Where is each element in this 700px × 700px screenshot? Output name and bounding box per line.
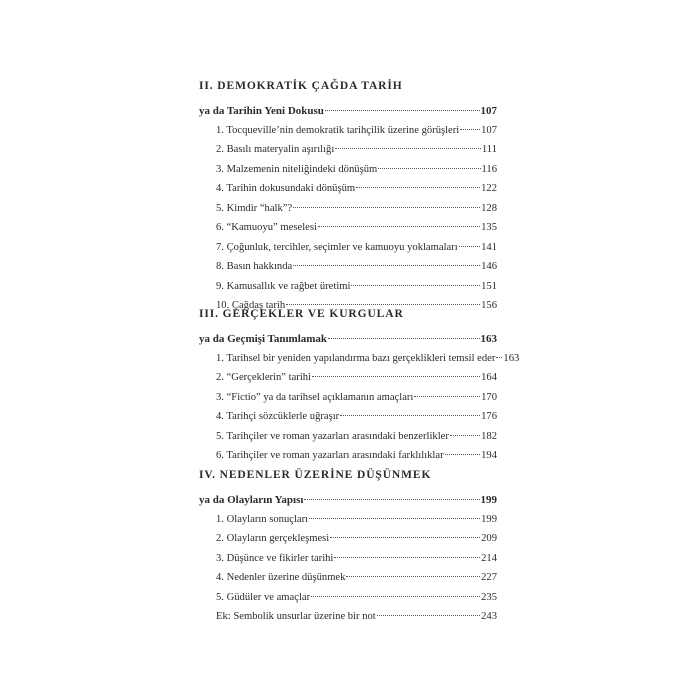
section-subtitle-row	[199, 491, 497, 511]
leader-dots	[445, 454, 481, 455]
page-number: 170	[481, 391, 497, 403]
page-number: 135	[481, 222, 497, 233]
page-number: 176	[481, 411, 497, 422]
leader-dots	[328, 338, 479, 339]
leader-dots	[309, 518, 480, 519]
leader-dots	[293, 265, 480, 266]
toc-entry	[199, 550, 497, 570]
leader-dots	[496, 357, 502, 358]
entry-label: 3. Malzemenin niteliğindeki dönüşüm	[216, 163, 378, 175]
page-number: 235	[481, 591, 497, 603]
page-number: 156	[481, 300, 497, 311]
page-number: 163	[480, 333, 497, 345]
entry-label: 3. Düşünce ve fikirler tarihi	[216, 552, 334, 564]
toc-entry	[199, 141, 497, 161]
section-subtitle: ya da Tarihin Yeni Dokusu	[199, 105, 324, 117]
toc-entry	[199, 530, 497, 550]
entry-label: 10. Çağdaş tarih	[216, 300, 286, 311]
entry-label: 5. Tarihçiler ve roman yazarları arasındaki benzerlikler	[216, 430, 449, 442]
leader-dots	[311, 596, 480, 597]
page-number: 199	[481, 513, 497, 525]
toc-entry	[199, 569, 497, 589]
page-number: 199	[480, 494, 497, 506]
toc-entry	[199, 447, 497, 467]
entry-label: 8. Basın hakkında	[216, 261, 293, 272]
entry-label: 4. Tarihin dokusundaki dönüşüm	[216, 183, 356, 194]
toc-entry	[199, 408, 497, 428]
entry-label: 6. Tarihçiler ve roman yazarları arasındaki farklılıklar	[216, 450, 444, 461]
leader-dots	[377, 615, 480, 616]
toc-entry	[199, 122, 497, 142]
leader-dots	[330, 537, 480, 538]
page-number: 128	[481, 202, 497, 214]
entry-label: 2. Olayların gerçekleşmesi	[216, 533, 330, 544]
leader-dots	[293, 207, 480, 208]
section-subtitle: ya da Geçmişi Tanımlamak	[199, 333, 328, 345]
page-number: 243	[481, 611, 497, 622]
entry-label: 1. Tarihsel bir yeniden yapılandırma bazı gerçeklikleri temsil eder	[216, 352, 496, 364]
toc-entry	[199, 278, 497, 298]
entry-label: 4. Tarihçi sözcüklerle uğraşır	[216, 411, 340, 422]
entry-label: 5. Güdüler ve amaçlar	[216, 591, 311, 603]
page-number: 111	[481, 144, 497, 155]
leader-dots	[318, 226, 480, 227]
entry-label: 7. Çoğunluk, tercihler, seçimler ve kamuoyu yoklamaları	[216, 241, 458, 253]
page-number: 116	[481, 163, 497, 175]
entry-label: 1. Olayların sonuçları	[216, 513, 309, 525]
leader-dots	[286, 304, 480, 305]
section-subtitle-row	[199, 102, 497, 122]
page-number: 141	[481, 241, 497, 253]
leader-dots	[414, 396, 480, 397]
page-number: 107	[480, 105, 497, 117]
leader-dots	[325, 110, 480, 111]
leader-dots	[304, 499, 479, 500]
leader-dots	[312, 376, 480, 377]
toc-entry	[199, 258, 497, 278]
entry-label: 2. “Gerçeklerin” tarihi	[216, 372, 311, 383]
leader-dots	[378, 168, 480, 169]
page-number: 107	[481, 124, 497, 136]
toc-entry	[199, 511, 497, 531]
entry-label: Ek: Sembolik unsurlar üzerine bir not	[216, 611, 376, 622]
page-number: 146	[481, 261, 497, 272]
leader-dots	[459, 246, 480, 247]
page-number: 182	[481, 430, 497, 442]
leader-dots	[346, 576, 480, 577]
toc-entry	[199, 180, 497, 200]
toc-entry	[199, 350, 520, 370]
entry-label: 1. Tocqueville’nin demokratik tarihçilik üzerine görüşleri	[216, 124, 460, 136]
entry-label: 3. “Fictio” ya da tarihsel açıklamanın amaçları	[216, 391, 414, 403]
leader-dots	[460, 129, 480, 130]
entry-label: 2. Basılı materyalin aşırılığı	[216, 144, 335, 155]
toc-entry	[199, 219, 497, 239]
leader-dots	[335, 148, 481, 149]
leader-dots	[356, 187, 480, 188]
toc-entry	[199, 161, 497, 181]
toc-entry	[199, 369, 497, 389]
leader-dots	[340, 415, 480, 416]
leader-dots	[334, 557, 480, 558]
leader-dots	[450, 435, 480, 436]
section-subtitle-row	[199, 330, 497, 350]
toc-entry	[199, 589, 497, 609]
section-title: II. DEMOKRATİK ÇAĞDA TARİH	[199, 80, 403, 92]
page-number: 163	[503, 352, 520, 364]
page-number: 164	[481, 372, 497, 383]
toc-entry	[199, 200, 497, 220]
toc-section-3	[199, 307, 520, 467]
toc-entry	[199, 428, 497, 448]
page-number: 122	[481, 183, 497, 194]
section-title: III. GERÇEKLER VE KURGULAR	[199, 308, 404, 320]
page-number: 151	[481, 280, 497, 292]
leader-dots	[351, 285, 480, 286]
page-number: 214	[481, 552, 497, 564]
section-title: IV. NEDENLER ÜZERİNE DÜŞÜNMEK	[199, 469, 432, 481]
toc-entry	[199, 608, 497, 628]
entry-label: 5. Kimdir “halk”?	[216, 202, 293, 214]
page-number: 194	[481, 450, 497, 461]
toc-section-2	[199, 79, 497, 317]
entry-label: 9. Kamusallık ve rağbet üretimi	[216, 280, 351, 292]
toc-section-4	[199, 468, 497, 628]
page-number: 209	[481, 533, 497, 544]
page-number: 227	[481, 572, 497, 583]
section-subtitle: ya da Olayların Yapısı	[199, 494, 304, 506]
entry-label: 4. Nedenler üzerine düşünmek	[216, 572, 346, 583]
toc-entry	[199, 239, 497, 259]
entry-label: 6. “Kamuoyu” meselesi	[216, 222, 317, 233]
toc-entry	[199, 389, 497, 409]
